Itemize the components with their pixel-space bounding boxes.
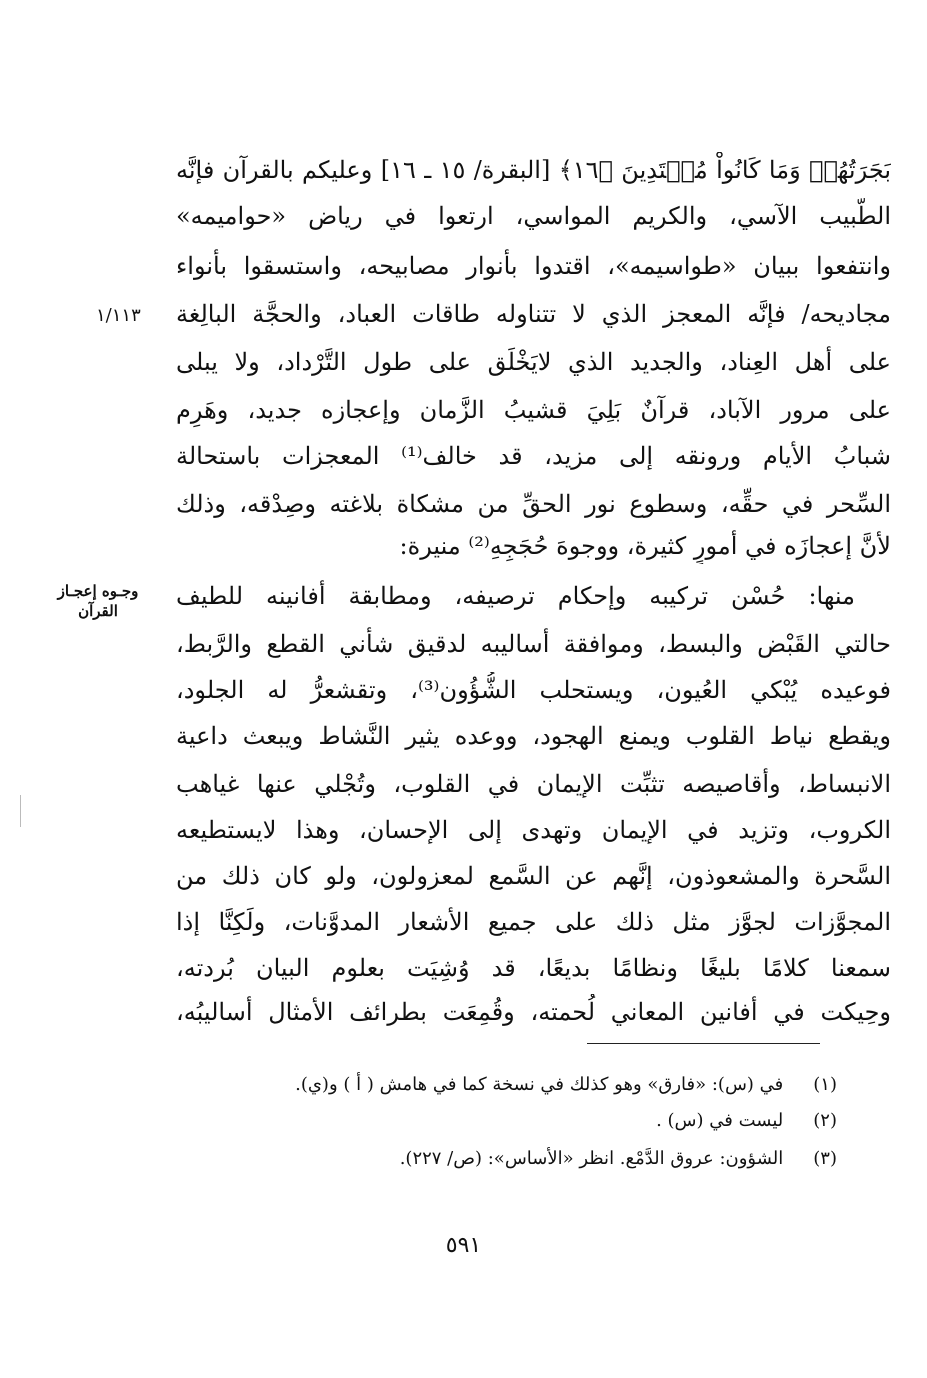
text-line-7: شبابُ الأيام ورونقه إلى مزيد، قد خالف⁽¹⁾ المعجزات باستحالة xyxy=(176,442,891,470)
margin-reference: ١/١١٣ xyxy=(96,305,141,326)
margin-heading-line-2: القرآن xyxy=(78,602,118,620)
footnote-2-number: (٢) xyxy=(813,1110,837,1131)
text-line-10: منها: حُسْن تركيبه وإحكام ترصيفه، ومطابقة أفانينه للطيف xyxy=(176,582,855,610)
footnote-2-text: ليست في (س) . xyxy=(656,1110,784,1131)
text-line-14: الانبساط، وأقاصيصه تثبِّت الإيمان في القلوب، وتُجْلي عنها غياهب xyxy=(176,770,891,798)
text-line-8: السِّحر في حقِّه، وسطوع نور الحقِّ من مشكاة بلاغته وصِدْقه، وذلك xyxy=(176,490,891,518)
text-line-1: بَجَرَتُهُمۡ وَمَا كَانُواْ مُهۡتَدِينَ ﴿١٦﴾ [البقرة/ ١٥ ـ ١٦] وعليكم بالقرآن فإنَّه xyxy=(176,156,891,184)
text-line-18: سمعنا كلامًا بليغًا ونظامًا بديعًا، قد وُشِيَت بعلوم البيان بُردته، xyxy=(176,954,891,982)
text-line-15: الكروب، وتزيد في الإيمان وتهدى إلى الإحسان، وهذا لايستطيعه xyxy=(176,816,891,844)
footnote-separator xyxy=(587,1043,820,1044)
footnote-3-number: (٣) xyxy=(813,1148,837,1169)
page-number: ٥٩١ xyxy=(445,1233,482,1258)
text-line-17: المجوَّزات لجوَّز مثل ذلك على جميع الأشعار المدوَّنات، ولَكِنَّا إذا xyxy=(176,908,891,936)
text-line-3: وانتفعوا ببيان «طواسيمه»، اقتدوا بأنوار مصابيحه، واستسقوا بأنواء xyxy=(176,252,891,280)
footnote-1-number: (١) xyxy=(813,1074,837,1095)
text-line-11: حالتي القَبْض والبسط، وموافقة أساليبه لدقيق شأني القطع والرَّبط، xyxy=(176,630,891,658)
footnote-3-text: الشؤون: عروق الدَّمْع. انظر «الأساس»: (ص/ ٢٢٧). xyxy=(399,1148,784,1169)
text-line-6: على مرور الآباد، قرآنٌ بَلِيَ قشيبُ الزَّمان وإعجازه جديد، وهَرِم xyxy=(176,396,891,424)
margin-heading-line-1: وجـوه إعجـاز xyxy=(57,582,139,600)
footnote-2 xyxy=(157,1106,837,1136)
text-line-4: مجاديحه/ فإنَّه المعجز الذي لا تتناوله طاقات العباد، والحجَّة البالِغة xyxy=(176,300,891,328)
text-line-5: على أهل العِناد، والجديد الذي لايَخْلَق على طول التَّرْداد، ولا يبلى xyxy=(176,348,891,376)
text-line-9: لأنَّ إعجازَه في أمورٍ كثيرة، ووجوهَ حُجَجِهِ⁽²⁾ منيرة: xyxy=(399,532,891,560)
text-line-2: الطَّبيب الآسي، والكريم المواسي، ارتعوا في رياض «حواميمه» xyxy=(176,202,891,230)
footnote-1-text: في (س): «فارق» وهو كذلك في نسخة كما في هامش ( أ ) و(ي). xyxy=(295,1074,784,1095)
text-line-19: وحِيكت في أفانين المعاني لُحمته، وقُمِعَت بطرائف الأمثال أساليبُه، xyxy=(176,998,891,1026)
text-line-13: ويقطع نياط القلوب ويمنع الهجود، ووعده يثير النَّشاط ويبعث داعية xyxy=(176,722,891,750)
text-line-16: السَّحرة والمشعوذون، إنَّهم عن السَّمع لمعزولون، ولو كان ذلك من xyxy=(176,862,891,890)
text-line-12: فوعيده يُبْكي العُيون، ويستحلب الشُّؤُون⁽³⁾، وتقشعرُّ له الجلود، xyxy=(176,676,891,704)
footnote-3 xyxy=(157,1144,837,1174)
footnote-1 xyxy=(157,1070,837,1100)
scan-mark xyxy=(20,795,21,827)
